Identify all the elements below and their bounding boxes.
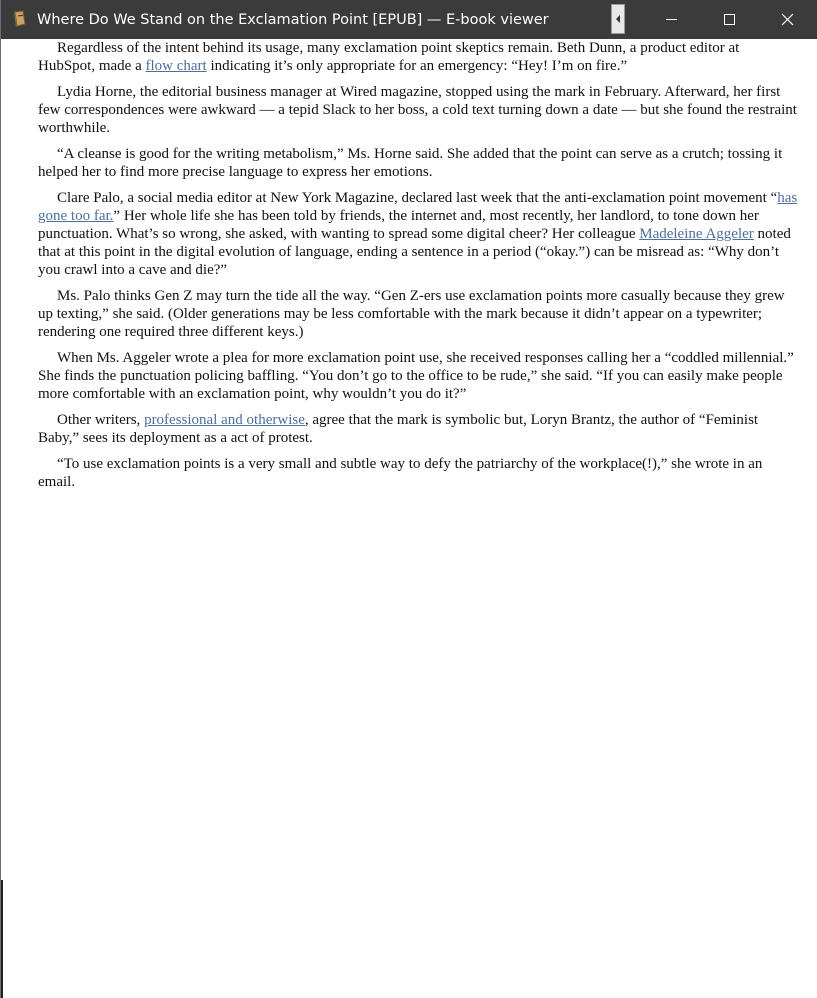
flow-chart-link[interactable]: flow chart — [145, 58, 207, 74]
paragraph: “A cleanse is good for the writing metabolism,” Ms. Horne said. She added that the point can serve as a crutch; tossing it helped her to find more precise language to express her emotions. — [38, 146, 783, 180]
has-gone-too-far-link[interactable]: has gone too far. — [38, 190, 798, 224]
paragraph — [38, 411, 798, 447]
title-bar[interactable] — [1, 0, 817, 39]
paragraph: “To use exclamation points is a very small and subtle way to defy the patriarchy of the workplace(!),” she wrote in an email. — [38, 456, 763, 490]
book-content[interactable] — [38, 39, 798, 499]
paragraph — [38, 189, 798, 279]
minimize-button[interactable] — [642, 0, 700, 39]
window-title: Where Do We Stand on the Exclamation Point [EPUB] — E-book viewer — [37, 12, 549, 28]
close-icon — [759, 0, 817, 39]
close-button[interactable] — [759, 0, 817, 39]
paragraph-text: Regardless of the intent behind its usage, many exclamation point skeptics remain. Beth Dunn, a product editor at HubSpot, made a — [38, 40, 740, 74]
paragraph: Ms. Palo thinks Gen Z may turn the tide all the way. “Gen Z-ers use exclamation points more casually because they grew up texting,” she said. (Older generations may be less comfortable with the mark because it didn’t appear on a typewriter; rendering one required three different keys.) — [38, 288, 785, 340]
paragraph-text: indicating it’s only appropriate for an emergency: “Hey! I’m on fire.” — [206, 58, 628, 74]
madeleine-aggeler-link[interactable]: Madeleine Aggeler — [639, 226, 754, 242]
maximize-icon — [700, 0, 758, 39]
paragraph-text: Other writers, — [57, 412, 145, 428]
chevron-left-icon — [614, 14, 622, 24]
book-icon — [11, 10, 29, 28]
paragraph: When Ms. Aggeler wrote a plea for more exclamation point use, she received responses calling her a “coddled millennial.” She finds the punctuation policing baffling. “You don’t go to the office to be rude,” she said. “If you can easily make people more comfortable with an exclamation point, why wouldn’t you do it?” — [38, 350, 794, 402]
paragraph-text: Clare Palo, a social media editor at New York Magazine, declared last week that the anti-exclamation point movement “ — [57, 190, 778, 206]
paragraph-text: ” Her whole life she has been told by friends, the internet and, most recently, her landlord, to tone down her punctuation. What’s so wrong, she asked, with wanting to spread some digital cheer? Her colleague — [38, 208, 759, 242]
paragraph — [38, 39, 798, 75]
maximize-button[interactable] — [700, 0, 758, 39]
paragraph: Lydia Horne, the editorial business manager at Wired magazine, stopped using the mark in February. Afterward, her first few correspondences were awkward — a tepid Slack to her boss, a cold text turning down a date — but she found the restraint worthwhile. — [38, 84, 797, 136]
minimize-icon — [642, 0, 700, 39]
paragraph-text: , agree that the mark is symbolic but, Loryn Brantz, the author of “Feminist Baby,” sees its deployment as a act of protest. — [38, 412, 759, 446]
professional-and-otherwise-link[interactable]: professional and otherwise — [144, 412, 305, 428]
tab-scroll-handle[interactable] — [611, 4, 625, 34]
paragraph-text: noted that at this point in the digital evolution of language, ending a sentence in a period (“okay.”) can be misread as: “Why don’t you crawl into a cave and die?” — [38, 226, 791, 278]
window-edge — [1, 880, 3, 998]
